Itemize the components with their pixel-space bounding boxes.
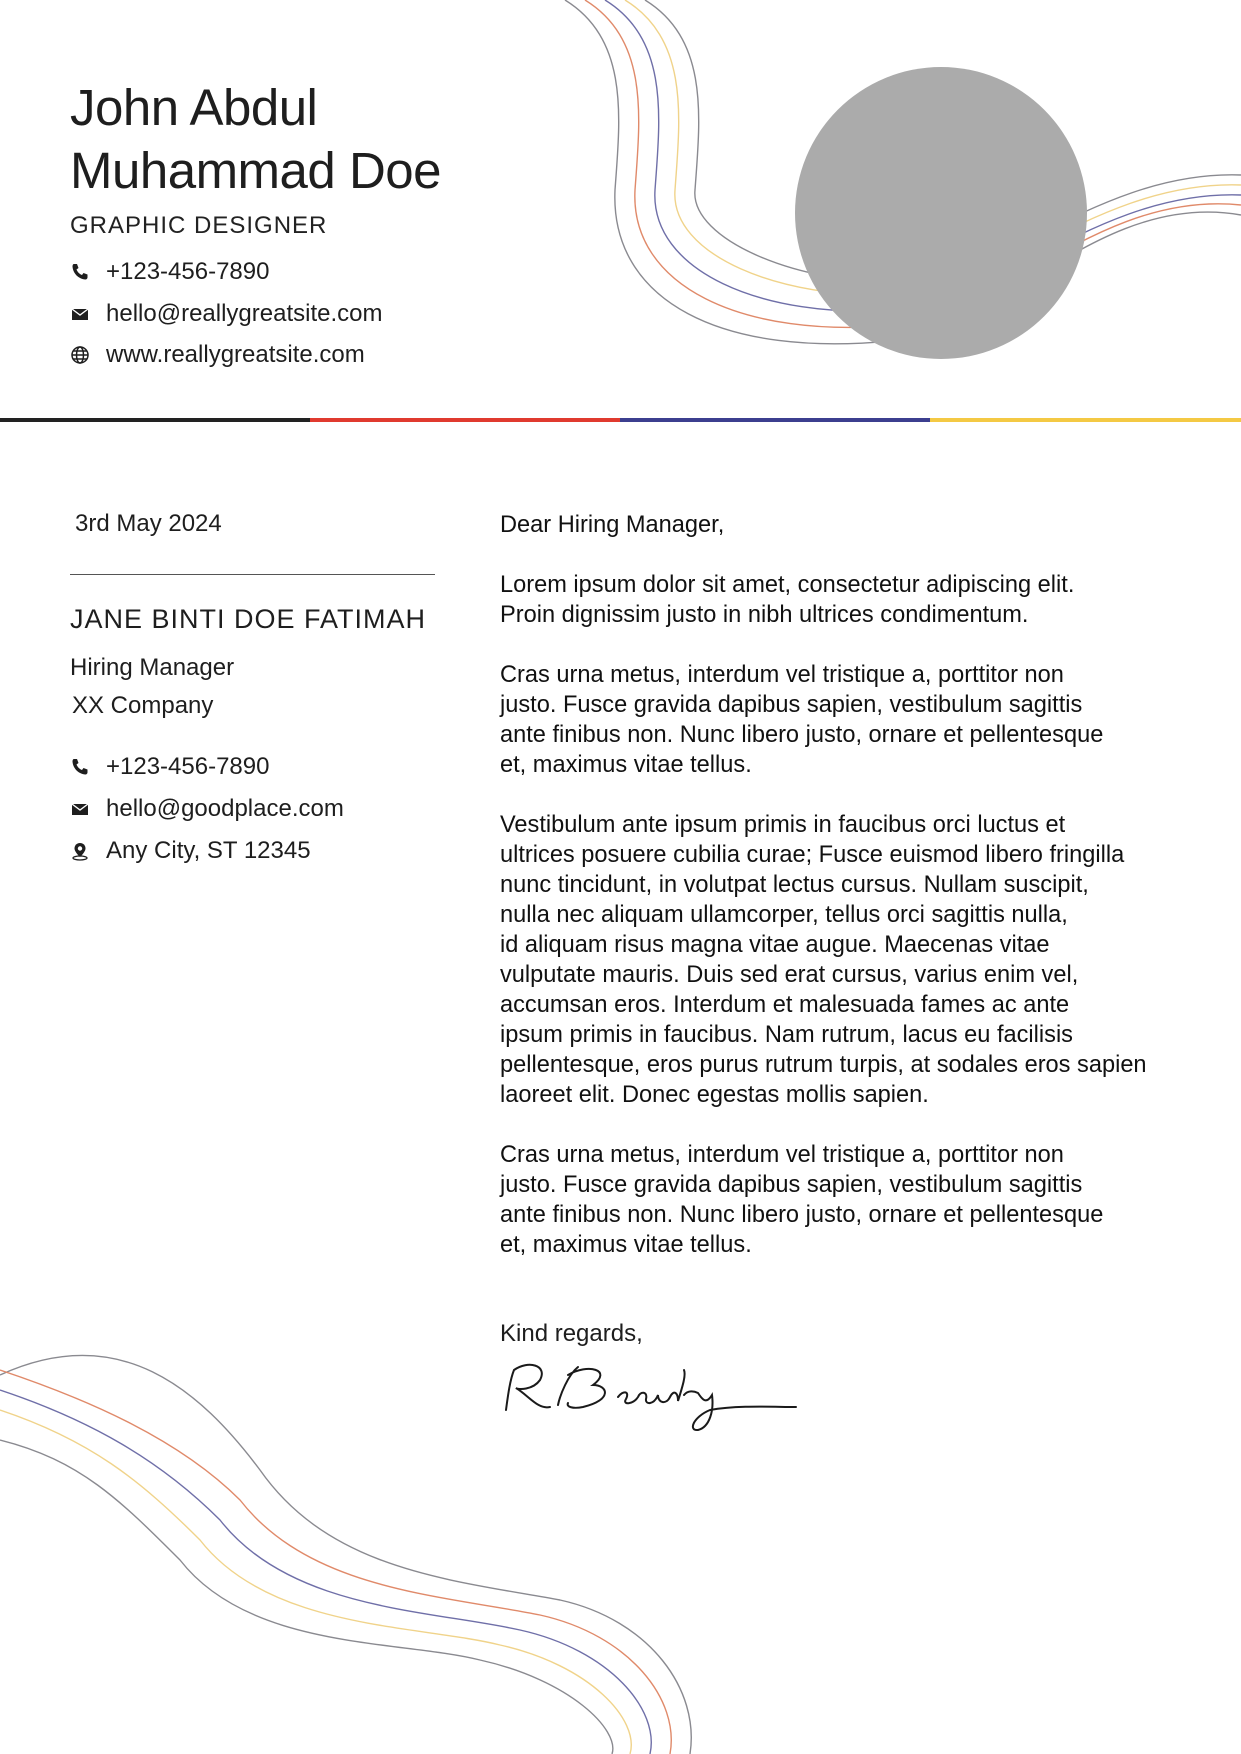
sender-title: GRAPHIC DESIGNER (70, 212, 328, 239)
recipient-name: JANE BINTI DOE FATIMAH (70, 604, 427, 634)
recipient-phone[interactable]: +123-456-7890 (106, 753, 270, 780)
sender-website-row (70, 341, 365, 369)
stripe-black (0, 418, 310, 422)
salutation: Dear Hiring Manager, (500, 512, 725, 538)
paragraph-4: Cras urna metus, interdum vel tristique a, porttitor non justo. Fusce gravida dapibus sapien, vestibulum sagittis ante finibus non. Nunc libero justo, ornare et pellentesque et, maximus vitae tellus. (500, 1142, 1104, 1258)
envelope-icon (70, 304, 90, 324)
phone-icon (70, 757, 90, 777)
stripe-red (310, 418, 620, 422)
recipient-address-row (70, 837, 311, 865)
recipient-address: Any City, ST 12345 (106, 837, 311, 864)
sender-name-line1: John Abdul (70, 79, 318, 136)
recipient-company: XX Company (72, 692, 214, 719)
globe-icon (70, 345, 90, 365)
sender-email[interactable]: hello@reallygreatsite.com (106, 300, 383, 327)
paragraph-2: Cras urna metus, interdum vel tristique a, porttitor non justo. Fusce gravida dapibus sapien, vestibulum sagittis ante finibus non. Nunc libero justo, ornare et pellentesque et, maximus vitae tellus. (500, 662, 1104, 778)
sender-name-line2: Muhammad Doe (70, 142, 441, 199)
phone-icon (70, 262, 90, 282)
sender-email-row (70, 300, 382, 328)
recipient-email-row (70, 795, 344, 823)
location-pin-icon (70, 841, 90, 861)
envelope-icon (70, 799, 90, 819)
paragraph-3: Vestibulum ante ipsum primis in faucibus orci luctus et ultrices posuere cubilia curae; Fusce euismod libero fringilla nunc tincidunt, in volutpat lectus cursus. Nullam suscipit, nulla nec aliquam ullamcorper, tellus orci sagittis nulla, id aliquam risus magna vitae augue. Maecenas vitae vulputate mauris. Duis sed erat cursus, varius enim vel, accumsan eros. Interdum et malesuada fames ac ante ipsum primis in faucibus. Nam rutrum, lacus eu facilisis pellentesque, eros purus rutrum turpis, at sodales eros sapien laoreet elit. Donec egestas mollis sapien. (500, 812, 1147, 1108)
sender-phone[interactable]: +123-456-7890 (106, 258, 270, 285)
profile-photo-placeholder (795, 67, 1087, 359)
signature (488, 1355, 798, 1435)
closing: Kind regards, (500, 1320, 643, 1347)
sender-phone-row (70, 258, 269, 286)
recipient-email[interactable]: hello@goodplace.com (106, 795, 344, 822)
stripe-navy (620, 418, 930, 422)
letter-date: 3rd May 2024 (75, 510, 222, 537)
date-divider (70, 574, 435, 575)
recipient-position: Hiring Manager (70, 654, 235, 681)
sender-website[interactable]: www.reallygreatsite.com (106, 341, 365, 368)
paragraph-1: Lorem ipsum dolor sit amet, consectetur adipiscing elit. Proin dignissim justo in nibh ultrices condimentum. (500, 572, 1075, 628)
letter-body (500, 510, 1200, 1290)
stripe-yellow (930, 418, 1241, 422)
recipient-phone-row (70, 753, 269, 781)
sender-name (70, 76, 441, 202)
